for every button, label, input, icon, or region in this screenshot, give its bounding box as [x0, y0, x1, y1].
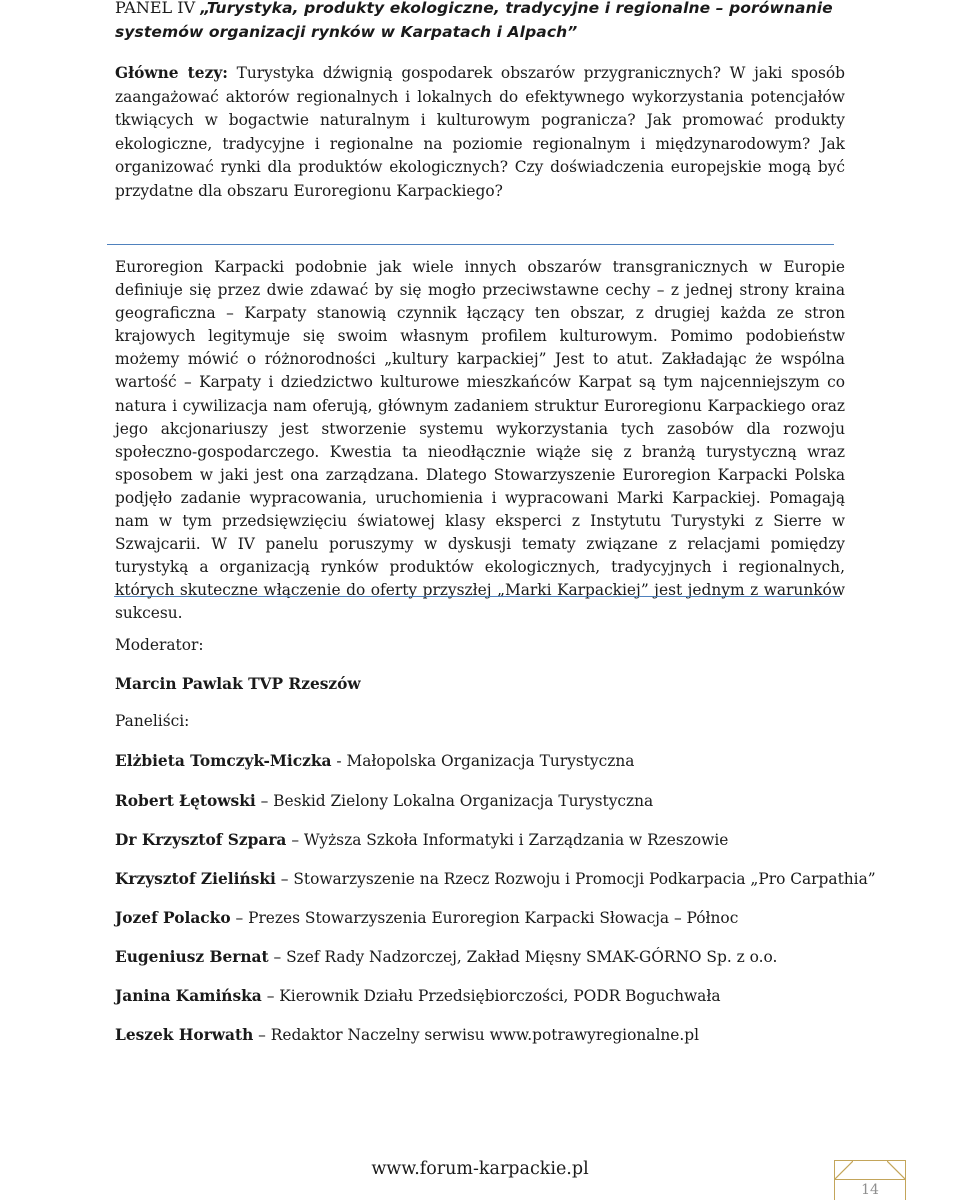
panelist-item	[115, 829, 728, 851]
page-number: 14	[861, 1182, 879, 1198]
panelist-item	[115, 985, 721, 1007]
panelist-item	[115, 946, 777, 968]
panelist-name: Elżbieta Tomczyk-Miczka	[115, 752, 332, 770]
panel-label: PANEL IV	[115, 0, 196, 17]
panel-theme: „Turystyka, produkty ekologiczne, tradycyjne i regionalne – porównanie systemów organizacji rynków w Karpatach i Alpach”	[115, 0, 833, 41]
panelist-affiliation: – Prezes Stowarzyszenia Euroregion Karpacki Słowacja – Północ	[230, 909, 739, 927]
divider-bottom	[114, 596, 840, 597]
panelist-name: Jozef Polacko	[115, 909, 231, 927]
frame-corner-right	[887, 1161, 905, 1179]
panelist-affiliation: – Stowarzyszenie na Rzecz Rozwoju i Promocji Podkarpacia „Pro Carpathia”	[275, 870, 876, 888]
panel-description: Euroregion Karpacki podobnie jak wiele innych obszarów transgranicznych w Europie definiuje się przez dwie zdawać by się mogło przeciwstawne cechy – z jednej strony kraina geograficzna – Karpaty stanowią czynnik łączący ten obszar, z drugiej każda ze stron krajowych legitymuje się swoim własnym profilem kulturowym. Pomimo podobieństw możemy mówić o różnorodności „kultury karpackiej” Jest to atut. Zakładając że wspólna wartość – Karpaty i dziedzictwo kulturowe mieszkańców Karpat są tym najcenniejszym co natura i cywilizacja nam oferują, głównym zadaniem struktur Euroregionu Karpackiego oraz jego akcjonariuszy jest stworzenie systemu wykorzystania tych zasobów dla rozwoju społeczno-gospodarczego. Kwestia ta nieodłącznie wiąże się z branżą turystyczną wraz sposobem w jaki jest ona zarządzana. Dlatego Stowarzyszenie Euroregion Karpacki Polska podjęło zadanie wypracowania, uruchomienia i wypracowani Marki Karpackiej. Pomagają nam w tym przedsięwzięciu światowej klasy eksperci z Instytutu Turystyki z Sierre w Szwajcarii. W IV panelu poruszymy w dyskusji tematy związane z relacjami pomiędzy turystyką a organizacją rynków produktów ekologicznych, tradycyjnych i regionalnych, których skuteczne włączenie do oferty przyszłej „Marki Karpackiej” jest jednym z warunków sukcesu.	[115, 258, 845, 623]
panelist-affiliation: – Redaktor Naczelny serwisu www.potrawyregionalne.pl	[253, 1026, 700, 1044]
panel-title	[115, 0, 850, 44]
panelist-item	[115, 750, 634, 772]
panelist-name: Robert Łętowski	[115, 792, 256, 810]
panelist-name: Leszek Horwath	[115, 1026, 254, 1044]
moderator-heading: Moderator:	[115, 636, 204, 654]
panelist-affiliation: – Beskid Zielony Lokalna Organizacja Turystyczna	[255, 792, 654, 810]
panelist-name: Dr Krzysztof Szpara	[115, 831, 287, 849]
panelist-name: Krzysztof Zieliński	[115, 870, 276, 888]
moderator-name-text: Marcin Pawlak TVP Rzeszów	[115, 675, 361, 693]
main-theses	[115, 62, 845, 203]
frame-corner-left	[835, 1161, 853, 1179]
panelist-item	[115, 907, 738, 929]
panelist-affiliation: – Kierownik Działu Przedsiębiorczości, PODR Boguchwała	[261, 987, 721, 1005]
panelist-name: Janina Kamińska	[115, 987, 262, 1005]
panelist-affiliation: – Wyższa Szkoła Informatyki i Zarządzania w Rzeszowie	[286, 831, 729, 849]
panelist-item	[115, 790, 653, 812]
panelist-name: Eugeniusz Bernat	[115, 948, 269, 966]
panelist-affiliation: – Szef Rady Nadzorczej, Zakład Mięsny SMAK-GÓRNO Sp. z o.o.	[268, 948, 778, 966]
panelist-affiliation: - Małopolska Organizacja Turystyczna	[331, 752, 635, 770]
footer-url[interactable]: www.forum-karpackie.pl	[371, 1159, 589, 1179]
moderator-name	[115, 673, 361, 695]
theses-text: Turystyka dźwignią gospodarek obszarów przygranicznych? W jaki sposób zaangażować aktorów regionalnych i lokalnych do efektywnego wykorzystania potencjałów tkwiących w bogactwie naturalnym i kulturowym pogranicza? Jak promować produkty ekologiczne, tradycyjne i regionalne na poziomie regionalnym i międzynarodowym? Jak organizować rynki dla produktów ekologicznych? Czy doświadczenia europejskie mogą być przydatne dla obszaru Euroregionu Karpackiego?	[115, 64, 846, 200]
divider-top	[107, 244, 834, 245]
panelist-item	[115, 868, 876, 890]
panelist-item	[115, 1024, 699, 1046]
panelists-heading: Paneliści:	[115, 712, 190, 730]
theses-lead: Główne tezy:	[115, 64, 228, 82]
